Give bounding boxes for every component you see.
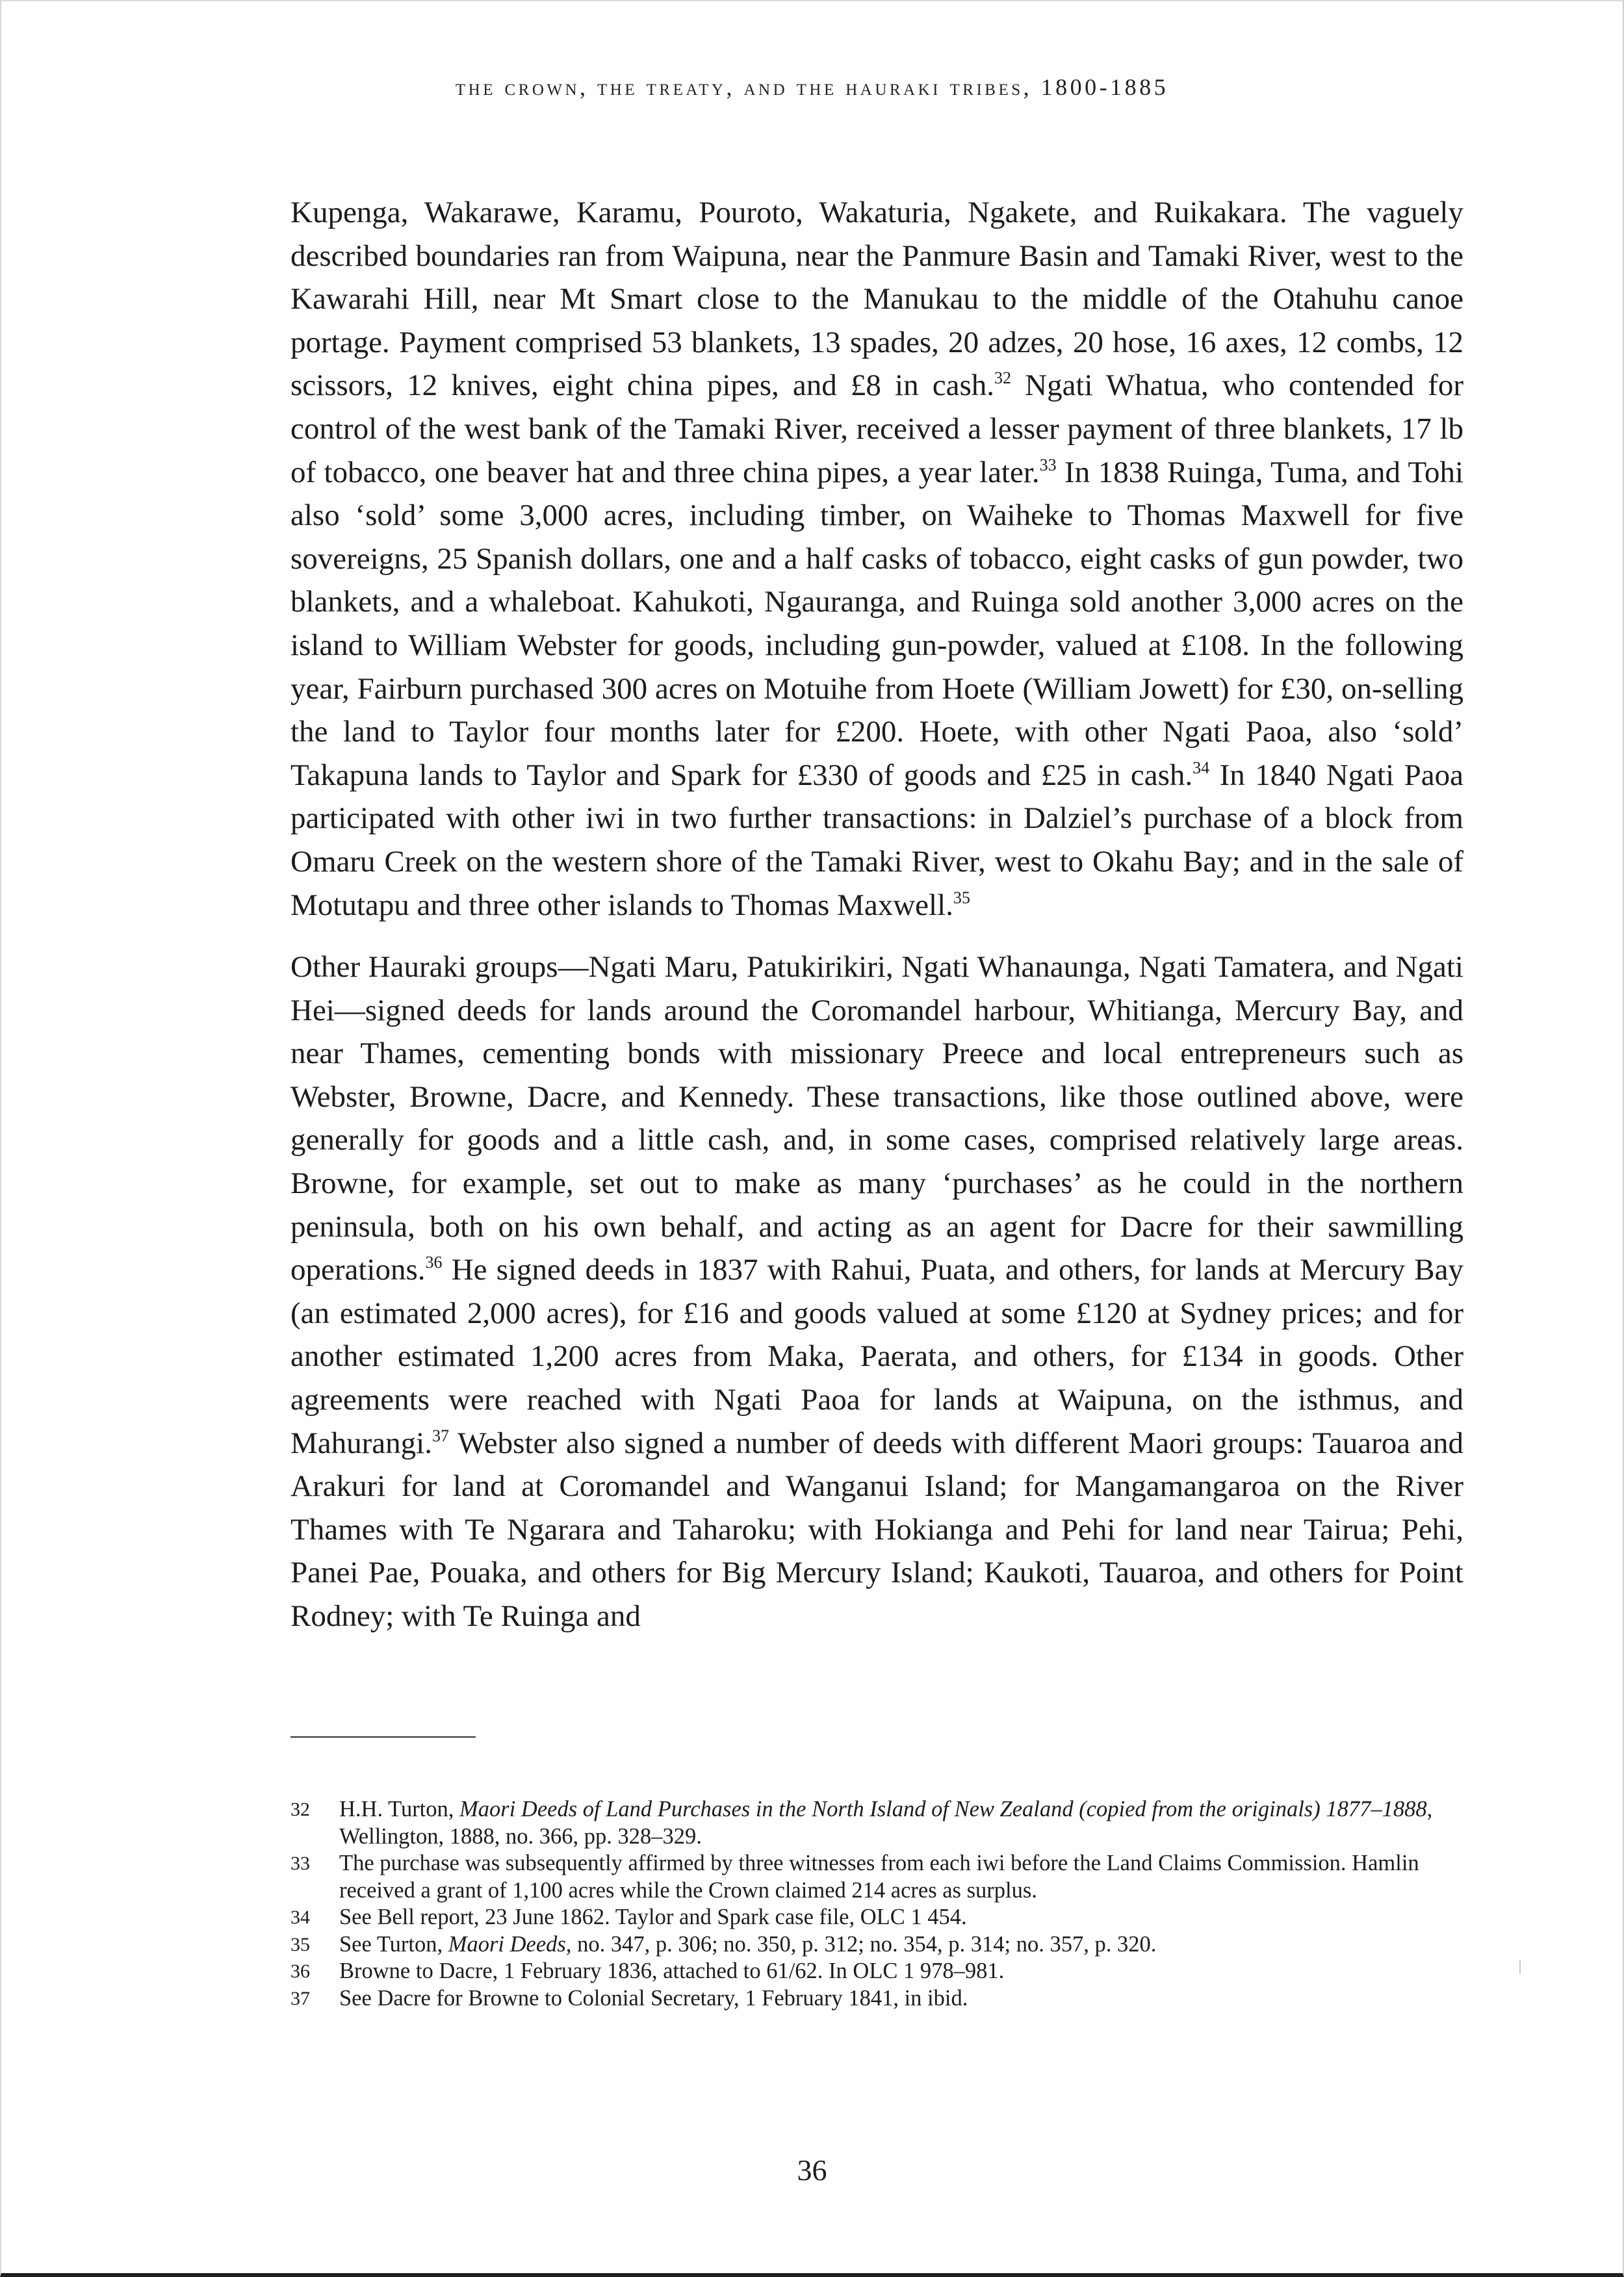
footnote-number: 35 [290, 1933, 310, 1955]
footnote-34 [290, 1904, 1463, 1931]
footnote-text [339, 1958, 1463, 1985]
paragraph-1-text: In 1840 Ngati Paoa participated with other iwi in two further transactions: in Dalziel’s purchase of a block from Omaru Creek on the western shore of the Tamaki River, west to Okahu Bay; and in the sale of Motutapu and three other islands to Thomas Maxwell. [290, 758, 1463, 922]
paragraph-2-text: Other Hauraki groups—Ngati Maru, Patukirikiri, Ngati Whanaunga, Ngati Tamatera, and Ngati Hei—signed deeds for lands around the Coromandel harbour, Whitianga, Mercury Bay, and near Thames, cementing bonds with missionary Preece and local entrepreneurs such as Webster, Browne, Dacre, and Kennedy. These transactions, like those outlined above, were generally for goods and a little cash, and, in some cases, comprised relatively large areas. Browne, for example, set out to make as many ‘purchases’ as he could in the northern peninsula, both on his own behalf, and acting as an agent for Dacre for their sawmilling operations. [290, 950, 1463, 1287]
paragraph-1 [290, 191, 1463, 927]
footnote-ref-37[interactable]: 37 [432, 1426, 449, 1445]
body-text [290, 191, 1463, 1638]
paragraph-2-text: Webster also signed a number of deeds with different Maori groups: Tauaroa and Arakuri for land at Coromandel and Wanganui Island; for Mangamangaroa on the River Thames with Te Ngarara and Taharoku; with Hokianga and Pehi for land near Tairua; Pehi, Panei Pae, Pouaka, and others for Big Mercury Island; Kaukoti, Tauaroa, and others for Point Rodney; with Te Ruinga and [290, 1426, 1463, 1633]
footnote-ref-36[interactable]: 36 [425, 1253, 443, 1272]
scan-artifact [1519, 1960, 1521, 1974]
footnote-ref-33[interactable]: 33 [1039, 455, 1057, 474]
footnote-text-part: See Dacre for Browne to Colonial Secretary, 1 February 1841, in ibid. [339, 1985, 968, 2011]
footnote-ref-32[interactable]: 32 [994, 368, 1011, 388]
footnote-text-part: See Bell report, 23 June 1862. Taylor and Spark case file, OLC 1 454. [339, 1905, 967, 1929]
footnote-text [339, 1904, 1463, 1931]
footnote-text-part: The purchase was subsequently affirmed by three witnesses from each iwi before the Land Claims Commission. Hamlin received a grant of 1,100 acres while the Crown claimed 214 acres as surplus. [339, 1851, 1419, 1903]
footnote-text [339, 1985, 1463, 2013]
paragraph-2-text: He signed deeds in 1837 with Rahui, Puata, and others, for lands at Mercury Bay (an estimated 2,000 acres), for £16 and goods valued at some £120 at Sydney prices; and for another estimated 1,200 acres from Maka, Paerata, and others, for £134 in goods. Other agreements were reached with Ngati Paoa for lands at Waipuna, on the isthmus, and Mahurangi. [290, 1253, 1463, 1460]
paragraph-1-text: In 1838 Ruinga, Tuma, and Tohi also ‘sold’ some 3,000 acres, including timber, on Waiheke to Thomas Maxwell for five sovereigns, 25 Spanish dollars, one and a half casks of tobacco, eight casks of gun powder, two blankets, and a whaleboat. Kahukoti, Ngauranga, and Ruinga sold another 3,000 acres on the island to William Webster for goods, including gun-powder, valued at £108. In the following year, Fairburn purchased 300 acres on Motuihe from Hoete (William Jowett) for £30, on-selling the land to Taylor four months later for £200. Hoete, with other Ngati Paoa, also ‘sold’ Takapuna lands to Taylor and Spark for £330 of goods and £25 in cash. [290, 455, 1464, 792]
footnote-ref-34[interactable]: 34 [1192, 758, 1210, 777]
footnote-title: Maori Deeds of Land Purchases in the North Island of New Zealand (copied from the originals) 1877–1888 [459, 1797, 1427, 1821]
footnote-35 [290, 1931, 1463, 1959]
footnote-text-part: H.H. Turton, [339, 1797, 460, 1821]
paragraph-1-text: Kupenga, Wakarawe, Karamu, Pouroto, Wakaturia, Ngakete, and Ruikakara. The vaguely described boundaries ran from Waipuna, near the Panmure Basin and Tamaki River, west to the Kawarahi Hill, near Mt Smart close to the Manukau to the middle of the Otahuhu canoe portage. Payment comprised 53 blankets, 13 spades, 20 adzes, 20 hose, 16 axes, 12 combs, 12 scissors, 12 knives, eight china pipes, and £8 in cash. [290, 196, 1463, 403]
footnote-32 [290, 1796, 1463, 1850]
footnote-33 [290, 1850, 1463, 1904]
footnote-number: 34 [290, 1907, 310, 1928]
footnote-text-part: , no. 347, p. 306; no. 350, p. 312; no. 354, p. 314; no. 357, p. 320. [565, 1931, 1157, 1957]
footnote-text-part: See Turton, [339, 1931, 448, 1957]
footnote-number: 32 [290, 1799, 310, 1820]
footnote-title: Maori Deeds [448, 1931, 566, 1957]
footnote-37 [290, 1985, 1463, 2013]
footnote-36 [290, 1958, 1463, 1985]
footnote-text [339, 1850, 1463, 1904]
footnote-text [339, 1931, 1463, 1959]
footnote-number: 36 [290, 1961, 310, 1982]
footnote-text-part: Browne to Dacre, 1 February 1836, attached to 61/62. In OLC 1 978–981. [339, 1959, 1005, 1983]
paragraph-2 [290, 946, 1463, 1638]
footnote-text-part: , Wellington, 1888, no. 366, pp. 328–329. [339, 1797, 1433, 1849]
paragraph-1-text: Ngati Whatua, who contended for control of the west bank of the Tamaki River, received a lesser payment of three blankets, 17 lb of tobacco, one beaver hat and three china pipes, a year later. [290, 368, 1463, 489]
page-number: 36 [797, 2154, 827, 2187]
footnote-ref-35[interactable]: 35 [953, 888, 970, 907]
footnote-number: 33 [290, 1853, 310, 1874]
footnote-rule [290, 1736, 476, 1738]
footnotes [290, 1796, 1463, 2012]
footnote-text [339, 1796, 1463, 1850]
footnote-number: 37 [290, 1987, 310, 2009]
running-head: the crown, the treaty, and the hauraki tribes, 1800-1885 [455, 74, 1169, 100]
